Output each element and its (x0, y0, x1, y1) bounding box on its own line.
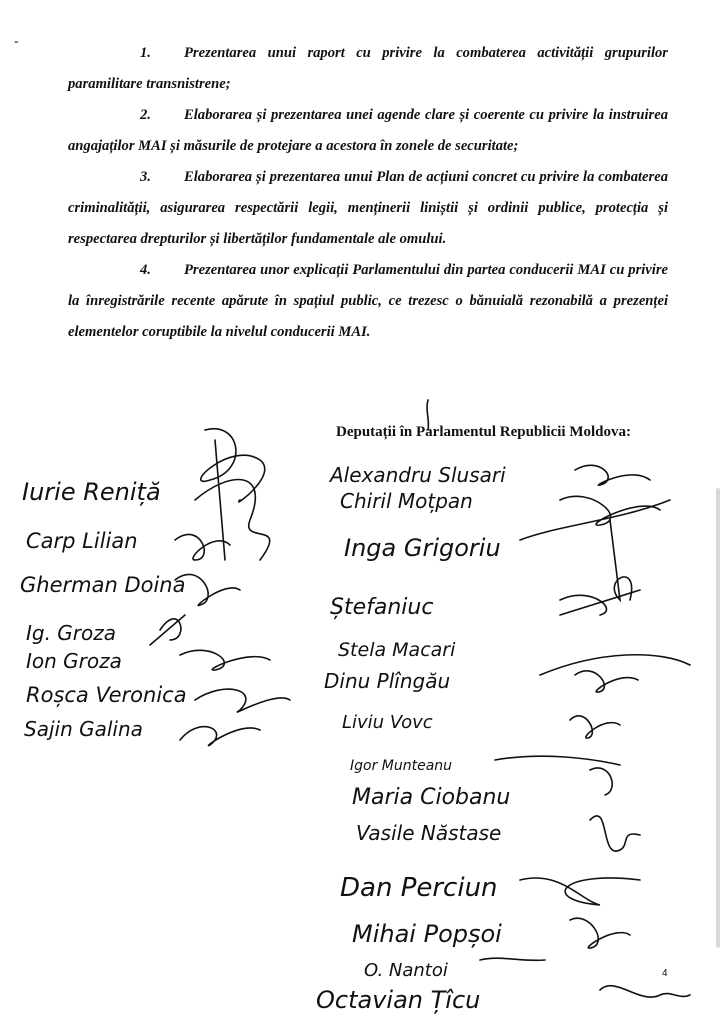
page-number: 4 (662, 968, 668, 979)
item-number: 1. (140, 45, 151, 61)
item-number: 2. (140, 107, 151, 123)
signature-name: Vasile Năstase (356, 821, 502, 845)
scrollbar[interactable] (716, 488, 720, 948)
signature-name: Igor Munteanu (350, 758, 453, 774)
item-text: Elaborarea și prezentarea unei agende clare și coerente cu privire la instruirea angajaților MAI și măsurile de protejare a acestora în zonele de securitate; (68, 107, 668, 154)
item-number: 4. (140, 262, 151, 278)
signature-name: Ștefaniuc (330, 595, 434, 620)
item-text: Prezentarea unor explicații Parlamentului din partea conducerii MAI cu privire la înregistrările recente apărute în spațiul public, ce trezesc o bănuială rezonabilă a prezenței elementelor coruptibile la nivelul conducerii MAI. (68, 262, 668, 340)
item-text: Elaborarea și prezentarea unui Plan de acțiuni concret cu privire la combaterea criminalității, asigurarea respectării legii, menținerii liniștii și ordinii publice, protecția și respectarea drepturilor și libertăților fundamentale ale omului. (68, 169, 668, 247)
signature-name: O. Nantoi (364, 960, 448, 981)
signature-name: Octavian Țîcu (316, 986, 481, 1014)
signature-name: Sajin Galina (24, 717, 143, 741)
signature-name: Dinu Plîngău (324, 669, 451, 693)
signature-name: Roșca Veronica (26, 683, 187, 707)
signature-name: Mihai Popșoi (352, 920, 502, 948)
signature-name: Ion Groza (26, 649, 122, 673)
item-text: Prezentarea unui raport cu privire la combaterea activității grupurilor paramilitare transnistrene; (68, 45, 668, 92)
signature-name: Liviu Vovc (342, 712, 433, 733)
signature-name: Gherman Doina (20, 573, 186, 597)
signature-name: Ig. Groza (26, 621, 117, 645)
item-number: 3. (140, 169, 151, 185)
signature-name: Dan Perciun (340, 873, 498, 903)
signature-name: Inga Grigoriu (344, 534, 501, 562)
signature-name: Chiril Moțpan (340, 489, 473, 513)
signature-name: Stela Macari (338, 639, 456, 661)
signature-name: Alexandru Slusari (330, 463, 506, 487)
signature-name: Carp Lilian (26, 529, 138, 553)
margin-mark: - (14, 34, 19, 49)
signature-name: Iurie Reniță (22, 478, 161, 506)
signatories-heading: Deputații în Parlamentul Republicii Moldova: (336, 424, 632, 440)
signature-name: Maria Ciobanu (352, 785, 511, 810)
